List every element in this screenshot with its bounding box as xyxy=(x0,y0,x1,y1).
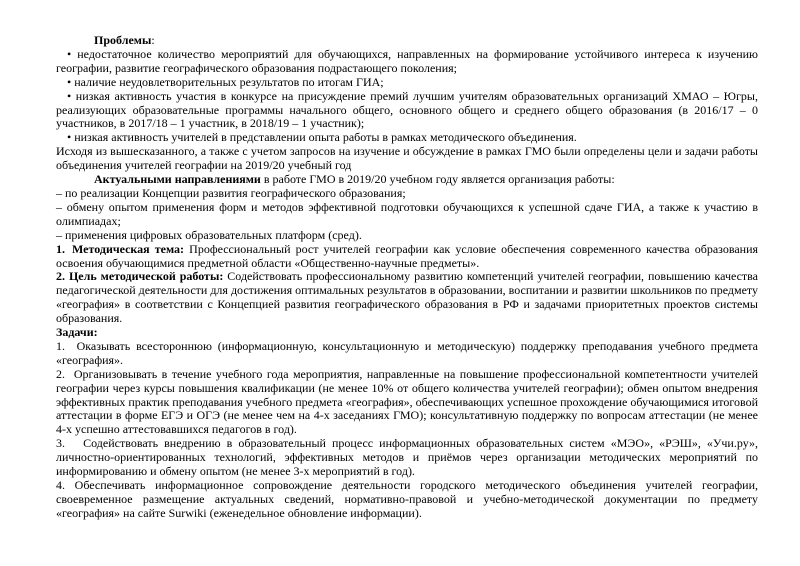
summary-paragraph: Исходя из вышесказанного, а также с учетом запросов на изучение и обсуждение в рамках ГМО были определены цели и задачи работы объединения учителей географии на 2019/20 учебный год xyxy=(56,144,758,173)
task-item-3: 3. Содействовать внедрению в образовательный процесс информационных образовательных систем «МЭО», «РЭШ», «Учи.ру», личностно-ориентированных технологий, эффективных методов и приёмов через организации методических мероприятий по информированию и обмену опытом (не менее 3-х мероприятий в год). xyxy=(56,436,758,479)
problem-bullet-4: • низкая активность учителей в представлении опыта работы в рамках методического объединения. xyxy=(67,130,577,145)
task-item-2: 2. Организовывать в течение учебного года мероприятия, направленные на повышение профессиональной компетентности учителей географии через курсы повышения квалификации (не менее 10% от общего количества учителей географии); обмен опытом внедрения эффективных практик преподавания учебного предмета «география», обеспечивающих успешное прохождение обучающимися итоговой аттестации в форме ЕГЭ и ОГЭ (не менее чем на 4-х заседаниях ГМО); консультативную поддержку по вопросам аттестации (не менее 4-х успешно аттестовавшихся педагогов в год). xyxy=(56,366,759,437)
problems-heading-colon: : xyxy=(151,33,155,47)
problem-bullet-1: • недостаточное количество мероприятий для обучающихся, направленных на формирование устойчивого интереса к изучению географии, развитие географического образования подрастающего поколения; xyxy=(56,46,758,75)
section-2-heading: Цель методической работы: xyxy=(68,269,224,284)
tasks-heading xyxy=(56,326,758,340)
direction-item-2: – обмену опытом применения форм и методов эффективной подготовки обучающихся к успешной сдаче ГИА, а также к участию в олимпиадах; xyxy=(56,199,758,228)
problems-heading xyxy=(56,34,758,48)
problem-bullet-3: • низкая активность участия в конкурсе на присуждение премий лучшим учителям образовательных организаций ХМАО – Югры, реализующих образовательные программы начального общего, основного общего и среднего общего образования (в 2016/17 – 0 участников, в 2017/18 – 1 участник, в 2018/19 – 1 участник); xyxy=(56,88,758,131)
directions-lead xyxy=(56,173,758,187)
directions-lead-tail: в работе ГМО в 2019/20 учебном году является организация работы: xyxy=(260,172,615,187)
section-1-number: 1. xyxy=(56,241,65,256)
section-2-text: Содействовать профессиональному развитию компетенций учителей географии, повышению качества педагогической деятельности для достижения оптимальных результатов в образовании, воспитании и развитии школьников по предмету «география» в соответствии с Концепцией развития географического образования в РФ и задачами приоритетных проектов системы образования. xyxy=(56,269,759,326)
section-goal xyxy=(56,270,758,326)
section-2-number: 2. xyxy=(56,269,65,284)
section-1-heading: Методическая тема: xyxy=(72,241,185,256)
section-1-text: Профессиональный рост учителей географии как условие обеспечения современного качества образования освоения обучающимися предметной области «Общественно-научные предметы». xyxy=(56,241,759,270)
task-item-4: 4. Обеспечивать информационное сопровождение деятельности городского методического объединения учителей географии, своевременное размещение актуальных сведений, нормативно-правовой и учебно-методической документации по предмету «география» на сайте Surwiki (еженедельное обновление информации). xyxy=(56,478,758,520)
problems-heading-text: Проблемы xyxy=(94,33,152,47)
task-item-1: 1. Оказывать всестороннюю (информационную, консультационную и методическую) поддержку преподавания учебного предмета «география». xyxy=(56,338,758,367)
tasks-heading-text: Задачи: xyxy=(56,325,98,340)
direction-item-1: – по реализации Концепции развития географического образования; xyxy=(56,185,406,200)
section-method-theme xyxy=(56,243,758,271)
directions-lead-bold: Актуальными направлениями xyxy=(94,172,261,187)
direction-item-3: – применения цифровых образовательных платформ (сред). xyxy=(56,227,362,242)
problem-bullet-2: • наличие неудовлетворительных результатов по итогам ГИА; xyxy=(67,74,384,89)
